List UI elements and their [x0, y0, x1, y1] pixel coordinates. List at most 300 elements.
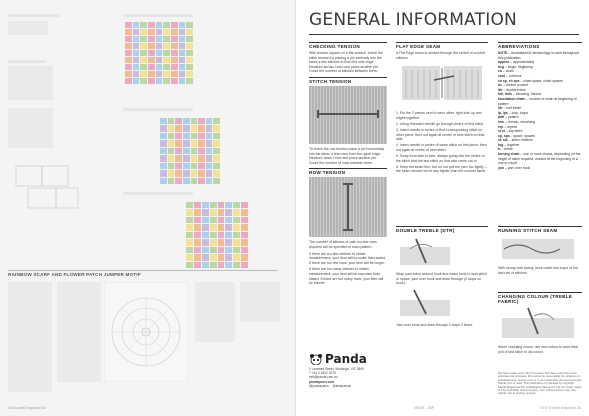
- chart-cell: [191, 140, 198, 146]
- chart-cell: [125, 29, 132, 35]
- chart-cell: [186, 224, 193, 230]
- panda-logo: [309, 352, 389, 366]
- chart-cell: [186, 29, 193, 35]
- chart-cell: [198, 170, 205, 176]
- chart-cell: [186, 217, 193, 223]
- chart-cell: [160, 163, 167, 169]
- chart-cell: [168, 148, 175, 154]
- left-page: [0, 0, 294, 416]
- chart-cell: [171, 57, 178, 63]
- chart-cell: [233, 247, 240, 253]
- chart-cell: [198, 148, 205, 154]
- running-stitch-heading: RUNNING STITCH SEAM: [498, 228, 558, 233]
- column-tension: [309, 42, 387, 286]
- abbreviation-definition: – following, follows: [511, 92, 542, 97]
- chart-cell: [218, 232, 225, 238]
- jumper-schematic: [8, 160, 88, 220]
- chart-cell: [183, 170, 190, 176]
- running-stitch-text: With wrong side facing, work under two loops of the last row of stitches.: [498, 266, 578, 275]
- faded-text-block: [8, 21, 48, 35]
- row-tension-swatch: [309, 177, 387, 237]
- chart-cell: [183, 163, 190, 169]
- abbreviation-definition: – remain, remaining: [504, 119, 536, 124]
- flat-edge-seam-steps: [396, 111, 488, 174]
- faded-chart-title: [123, 14, 193, 17]
- chart-cell: [194, 247, 201, 253]
- chart-cell: [213, 148, 220, 154]
- chart-cell: [233, 224, 240, 230]
- chart-cell: [156, 71, 163, 77]
- chart-cell: [179, 71, 186, 77]
- chart-cell: [202, 224, 209, 230]
- chart-cell: [183, 118, 190, 124]
- chart-cell: [175, 118, 182, 124]
- abbreviation-definition: – chain: [501, 69, 514, 74]
- right-page: [295, 0, 589, 416]
- abbreviation-item: [498, 51, 582, 60]
- chart-cell: [186, 43, 193, 49]
- chart-cell: [133, 78, 140, 84]
- flat-edge-seam-step: 3. Insert needle in centre of first corresponding stitch on other piece, then out again at centre of next stitch on that side.: [396, 127, 485, 142]
- chart-cell: [171, 36, 178, 42]
- abbreviation-definition: – yarn over hook: [504, 165, 531, 170]
- chart-cell: [156, 57, 163, 63]
- chart-cell: [198, 155, 205, 161]
- abbreviation-definition: – number of chain at beginning of pattern: [498, 96, 577, 106]
- chart-cell: [171, 78, 178, 84]
- chart-cell: [160, 155, 167, 161]
- abbreviation-term: tog: [498, 142, 504, 147]
- chart-cell: [206, 178, 213, 184]
- chart-cell: [148, 78, 155, 84]
- chart-cell: [191, 118, 198, 124]
- flower-motif-chart: [104, 282, 188, 382]
- chart-cell: [133, 71, 140, 77]
- abbreviation-definition: – loop, loops: [507, 110, 528, 115]
- chart-cell: [194, 232, 201, 238]
- chart-cell: [241, 224, 248, 230]
- chart-cell: [202, 217, 209, 223]
- chart-cell: [210, 239, 217, 245]
- column-abbreviations: [498, 42, 582, 170]
- chart-cell: [198, 163, 205, 169]
- chart-cell: [163, 36, 170, 42]
- panda-social: [309, 384, 389, 388]
- abbreviation-definition: Australian/UK terminology is used throughout this publication.: [498, 51, 580, 60]
- chart-cell: [213, 163, 220, 169]
- chart-cell: [156, 29, 163, 35]
- chart-cell: [156, 78, 163, 84]
- chart-cell: [194, 217, 201, 223]
- abbreviation-definition: – slip stitch: [504, 129, 523, 134]
- chart-cell: [241, 217, 248, 223]
- faded-text-block: [8, 282, 52, 392]
- chart-cell: [233, 232, 240, 238]
- chart-cell: [210, 232, 217, 238]
- chart-cell: [148, 43, 155, 49]
- chart-cell: [125, 78, 132, 84]
- chart-cell: [148, 36, 155, 42]
- chart-cell: [218, 239, 225, 245]
- chart-cell: [179, 36, 186, 42]
- abbreviation-term: cont: [498, 73, 506, 78]
- chart-cell: [175, 178, 182, 184]
- chart-cell: [156, 64, 163, 70]
- chart-cell: [191, 133, 198, 139]
- panda-address: 1 Lacewell Street, Wodonga, VIC 3690: [309, 367, 364, 371]
- chart-cell: [210, 202, 217, 208]
- chart-cell: [171, 71, 178, 77]
- chart-cell: [148, 64, 155, 70]
- chart-cell: [213, 125, 220, 131]
- faded-heading: [8, 14, 60, 17]
- abbreviation-term: dc: [498, 83, 502, 88]
- chart-cell: [213, 133, 220, 139]
- chart-cell: [218, 224, 225, 230]
- chart-cell: [202, 232, 209, 238]
- chart-cell: [171, 50, 178, 56]
- chart-cell: [198, 178, 205, 184]
- chart-cell: [218, 262, 225, 268]
- abbreviation-term: NOTE –: [498, 51, 511, 55]
- chart-cell: [168, 163, 175, 169]
- double-treble-text-1: Wrap yarn twice around hook and insert hook in next stitch or space, yarn over hook and draw through (4 loops on hook).: [396, 272, 487, 286]
- abbreviation-term: foundation chain: [498, 96, 526, 101]
- chart-cell: [233, 217, 240, 223]
- chart-cell: [218, 247, 225, 253]
- chart-cell: [202, 239, 209, 245]
- flat-edge-seam-step: 5. Swap from side to side, always going into the centre of the stitch that the last stitch on that side came out of.: [396, 153, 485, 163]
- abbreviation-definition: – repeat: [503, 124, 517, 129]
- chart-cell: [148, 57, 155, 63]
- chart-cell: [160, 178, 167, 184]
- chart-cell: [160, 148, 167, 154]
- chart-cell: [186, 232, 193, 238]
- chart-cell: [171, 43, 178, 49]
- chart-cell: [156, 22, 163, 28]
- chart-cell: [202, 262, 209, 268]
- chart-cell: [191, 178, 198, 184]
- faded-text-block: [57, 282, 101, 382]
- chart-cell: [210, 224, 217, 230]
- chart-cell: [225, 217, 232, 223]
- chart-cell: [175, 170, 182, 176]
- changing-colour-heading: CHANGING COLOUR (TREBLE FABRIC): [498, 294, 573, 304]
- chart-cell: [202, 209, 209, 215]
- chart-cell: [163, 22, 170, 28]
- chart-cell: [241, 254, 248, 260]
- faded-chart-title: [123, 192, 193, 195]
- chart-cell: [241, 209, 248, 215]
- chart-cell: [175, 148, 182, 154]
- chart-cell: [194, 202, 201, 208]
- panda-email: info@panda.com.au: [309, 375, 338, 380]
- chart-cell: [175, 140, 182, 146]
- chart-cell: [179, 43, 186, 49]
- chart-cell: [148, 22, 155, 28]
- stitch-tension-heading: STITCH TENSION: [309, 77, 387, 84]
- chart-cell: [225, 202, 232, 208]
- abbreviation-definition: – space, spaces: [509, 133, 536, 138]
- chart-cell: [194, 209, 201, 215]
- abbreviation-item: [498, 166, 582, 171]
- chart-cell: [233, 262, 240, 268]
- chart-cell: [213, 155, 220, 161]
- social-handle-2: @laceparson: [332, 383, 352, 388]
- chart-cell: [163, 71, 170, 77]
- abbreviation-definition: – treble: [500, 147, 513, 152]
- chart-cell: [156, 36, 163, 42]
- chart-cell: [179, 50, 186, 56]
- faded-heading: [8, 60, 46, 63]
- changing-colour-section: [498, 292, 582, 354]
- abbreviation-term: beg: [498, 64, 505, 69]
- colour-chart-2: [160, 118, 220, 184]
- chart-cell: [125, 57, 132, 63]
- chart-cell: [156, 50, 163, 56]
- chart-cell: [148, 50, 155, 56]
- abbreviation-term: rep: [498, 124, 504, 129]
- social-handle-1: @pandayarns: [309, 383, 329, 388]
- abbreviation-definition: – together: [503, 142, 520, 147]
- faded-text-block: [195, 282, 235, 342]
- chart-cell: [194, 239, 201, 245]
- chart-cell: [133, 57, 140, 63]
- chart-cell: [198, 133, 205, 139]
- abbreviation-definition: – chain space, chain spaces: [519, 78, 564, 83]
- chart-cell: [168, 140, 175, 146]
- chart-cell: [163, 29, 170, 35]
- chart-cell: [194, 254, 201, 260]
- chart-cell: [213, 170, 220, 176]
- abbreviation-term: dtr: [498, 87, 503, 92]
- running-stitch-section: [498, 226, 582, 275]
- abbreviation-definition: – pattern: [504, 115, 519, 120]
- chart-cell: [140, 36, 147, 42]
- stitch-tension-text: To check the row tension place a pin horizontally into the fabric a few rows from the upper edge. Measure down 10cm and place another pin. Count the number of rows between them.: [309, 146, 385, 165]
- chart-cell: [175, 155, 182, 161]
- chart-cell: [241, 239, 248, 245]
- abbreviation-definition: – one or more chains, depending on the height of stitch required, worked at the beginning of a row or round: [498, 152, 581, 166]
- abbreviation-term: rem: [498, 119, 505, 124]
- abbreviation-definition: – half treble: [502, 106, 522, 111]
- abbreviation-term: patt: [498, 115, 505, 120]
- chart-cell: [186, 262, 193, 268]
- chart-cell: [125, 43, 132, 49]
- chart-cell: [206, 125, 213, 131]
- chart-cell: [179, 57, 186, 63]
- chart-cell: [218, 217, 225, 223]
- chart-cell: [186, 209, 193, 215]
- chart-cell: [168, 133, 175, 139]
- chart-cell: [213, 178, 220, 184]
- chart-cell: [225, 247, 232, 253]
- panda-icon: [309, 353, 323, 365]
- chart-cell: [191, 125, 198, 131]
- chart-cell: [213, 140, 220, 146]
- chart-cell: [125, 36, 132, 42]
- chart-cell: [191, 163, 198, 169]
- chart-cell: [206, 155, 213, 161]
- abbreviation-term: ch: [498, 69, 502, 74]
- issue-footer: ISSUE – 08P: [414, 406, 434, 410]
- chart-cell: [206, 163, 213, 169]
- abbreviation-item: [498, 152, 582, 166]
- colour-chart-3: [186, 202, 248, 268]
- double-treble-text-2: Yarn over hook and draw through 2 loops 3 times.: [396, 322, 474, 327]
- abbreviation-definition: – double crochet: [501, 83, 528, 88]
- abbreviation-term: approx: [498, 60, 510, 65]
- chart-cell: [183, 148, 190, 154]
- chart-cell: [218, 209, 225, 215]
- chart-cell: [163, 50, 170, 56]
- chart-cell: [160, 140, 167, 146]
- chart-cell: [210, 247, 217, 253]
- abbreviation-term: sp, sps: [498, 133, 510, 138]
- panda-phone: T +61 2 6402 4076: [309, 371, 336, 376]
- abbreviation-term: yoh: [498, 165, 505, 170]
- chart-cell: [225, 209, 232, 215]
- faded-text-block: [8, 108, 53, 148]
- chart-cell: [186, 36, 193, 42]
- chart-cell: [133, 64, 140, 70]
- abbreviation-term: htr: [498, 106, 503, 111]
- chart-cell: [213, 118, 220, 124]
- flat-edge-seam-illustration: [396, 62, 488, 104]
- motif-heading: RAINBOW SCARF AND FLOWER PATCH JUMPER MOTIF: [8, 272, 141, 277]
- abbreviation-definition: – double treble: [502, 87, 526, 92]
- chart-cell: [125, 50, 132, 56]
- chart-cell: [168, 170, 175, 176]
- abbreviation-term: tr: [498, 147, 501, 152]
- chart-cell: [183, 133, 190, 139]
- chart-cell: [191, 148, 198, 154]
- chart-cell: [133, 50, 140, 56]
- chart-cell: [202, 247, 209, 253]
- chart-cell: [163, 57, 170, 63]
- chart-cell: [160, 170, 167, 176]
- chart-cell: [233, 202, 240, 208]
- chart-cell: [160, 125, 167, 131]
- right-page-footer: DTS Crochet Emporium 16: [540, 406, 581, 410]
- flat-edge-seam-intro: A Flat Edge seam is worked through the centre of crochet stitches.: [396, 51, 486, 60]
- chart-cell: [125, 64, 132, 70]
- chart-cell: [233, 239, 240, 245]
- chart-cell: [179, 64, 186, 70]
- chart-cell: [210, 262, 217, 268]
- chart-cell: [179, 29, 186, 35]
- abbreviations-heading: ABBREVIATIONS: [498, 42, 582, 49]
- chart-cell: [156, 43, 163, 49]
- chart-cell: [225, 262, 232, 268]
- abbreviation-term: ch sp, ch sps: [498, 78, 520, 83]
- chart-cell: [163, 64, 170, 70]
- chart-cell: [206, 170, 213, 176]
- chart-cell: [168, 118, 175, 124]
- page-title: GENERAL INFORMATION: [309, 10, 517, 30]
- flat-edge-seam-step: 2. Using threaded needle go through centre of first stitch.: [396, 121, 485, 126]
- chart-cell: [183, 178, 190, 184]
- panda-web: pandayarns.com: [309, 379, 335, 384]
- chart-cell: [198, 140, 205, 146]
- abbreviation-term: st, sts: [498, 138, 508, 143]
- row-tension-text-1: The number of stitches or patt rep and rows required will be specified in each pattern.: [309, 240, 377, 249]
- chart-cell: [179, 78, 186, 84]
- chart-cell: [179, 22, 186, 28]
- chart-cell: [198, 118, 205, 124]
- chart-cell: [171, 22, 178, 28]
- flat-edge-seam-step: 4. Insert needle in centre of same stitch on first piece, then out again at centre of next stitch.: [396, 143, 487, 152]
- checking-tension-heading: CHECKING TENSION: [309, 42, 387, 49]
- abbreviation-term: sl st: [498, 129, 505, 134]
- chart-cell: [140, 57, 147, 63]
- chart-cell: [186, 202, 193, 208]
- chart-cell: [186, 239, 193, 245]
- chart-cell: [183, 140, 190, 146]
- faded-text-block: [8, 66, 53, 100]
- double-treble-section: [396, 226, 488, 327]
- abbreviation-item: [498, 97, 582, 106]
- chart-cell: [210, 217, 217, 223]
- row-tension-text-3: If there are too many stitches to obtain measurement, your item will be narrower than stated. If there are too many rows, your item will be shorter.: [309, 267, 384, 286]
- chart-cell: [186, 78, 193, 84]
- abbreviation-definition: – continue: [505, 73, 522, 78]
- chart-cell: [148, 29, 155, 35]
- chart-cell: [218, 254, 225, 260]
- chart-cell: [241, 202, 248, 208]
- faded-chart-title: [123, 108, 193, 111]
- chart-cell: [241, 232, 248, 238]
- chart-cell: [186, 254, 193, 260]
- chart-cell: [241, 247, 248, 253]
- abbreviation-term: turning chain: [498, 152, 520, 157]
- chart-cell: [202, 202, 209, 208]
- chart-cell: [175, 125, 182, 131]
- chart-cell: [140, 64, 147, 70]
- chart-cell: [206, 140, 213, 146]
- abbreviations-list: [498, 51, 582, 170]
- chart-cell: [140, 71, 147, 77]
- chart-cell: [168, 155, 175, 161]
- disclaimer: We have made every effort to ensure that these instructions are accurate and complete. We cannot be responsible for variations in individual work, human error or if your other than the recommended Panda yarn is used. This publication is protected by copyright. Panda Magazines Pty Ltd/Margaret Reeve Pty Ltd are Trade marks of The Australian Yarn Company. Yarn colours shown may vary slightly due to printing process.: [498, 371, 582, 396]
- changing-colour-illustration: [498, 306, 578, 340]
- running-stitch-illustration: [498, 235, 578, 261]
- chart-cell: [175, 133, 182, 139]
- chart-cell: [194, 262, 201, 268]
- chart-cell: [186, 50, 193, 56]
- abbreviation-definition: – stitch, stitches: [507, 138, 533, 143]
- panda-brand: Panda: [325, 352, 367, 366]
- chart-cell: [133, 29, 140, 35]
- chart-cell: [191, 155, 198, 161]
- panda-contact: [309, 352, 389, 388]
- chart-cell: [186, 64, 193, 70]
- chart-cell: [233, 209, 240, 215]
- chart-cell: [133, 36, 140, 42]
- chart-cell: [206, 133, 213, 139]
- chart-cell: [241, 262, 248, 268]
- chart-cell: [171, 64, 178, 70]
- chart-cell: [160, 133, 167, 139]
- chart-cell: [140, 22, 147, 28]
- chart-cell: [183, 125, 190, 131]
- chart-cell: [202, 254, 209, 260]
- chart-cell: [186, 22, 193, 28]
- changing-colour-text: When changing colour, use new colour to work final yoh of last stitch in old colour.: [498, 345, 578, 354]
- chart-cell: [210, 254, 217, 260]
- chart-cell: [218, 202, 225, 208]
- chart-cell: [233, 254, 240, 260]
